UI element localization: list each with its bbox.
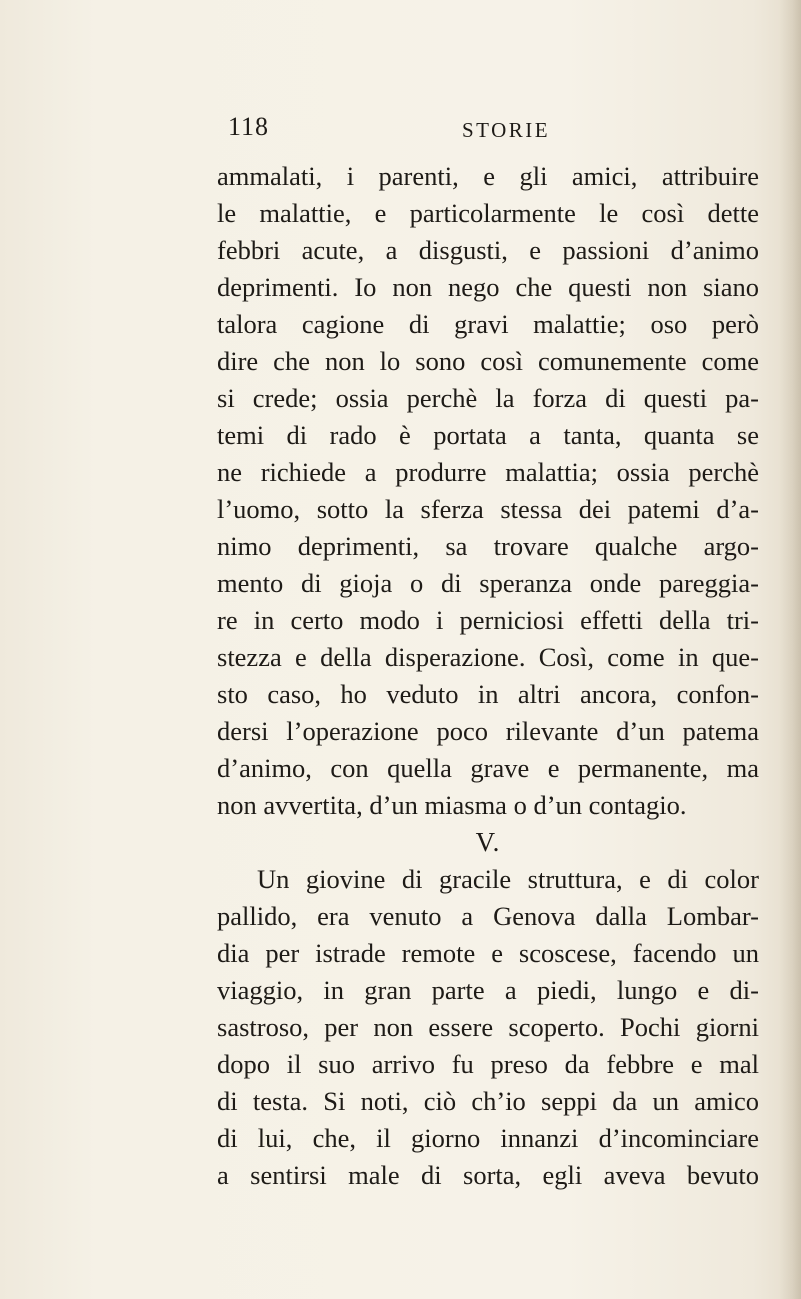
text-line: re in certo modo i perniciosi effetti della tri- — [217, 605, 759, 635]
text-line: pallido, era venuto a Genova dalla Lombar- — [217, 901, 759, 931]
text-line: ne richiede a produrre malattia; ossia perchè — [217, 457, 759, 487]
text-line: sastroso, per non essere scoperto. Pochi giorni — [217, 1012, 759, 1042]
section-heading: V. — [475, 827, 501, 857]
running-head: STORIE — [462, 118, 551, 142]
text-line: talora cagione di gravi malattie; oso però — [217, 309, 759, 339]
text-line: deprimenti. Io non nego che questi non siano — [217, 272, 759, 302]
text-line: Un giovine di gracile struttura, e di color — [257, 864, 759, 894]
text-line: di lui, che, il giorno innanzi d’incominciare — [217, 1123, 759, 1153]
text-line: febbri acute, a disgusti, e passioni d’animo — [217, 235, 759, 265]
text-line: l’uomo, sotto la sferza stessa dei patemi d’a- — [217, 494, 759, 524]
page-header — [0, 112, 801, 152]
page-edge-shadow — [779, 0, 801, 1299]
page-number: 118 — [228, 112, 270, 141]
text-line: nimo deprimenti, sa trovare qualche argo- — [217, 531, 759, 561]
text-line: temi di rado è portata a tanta, quanta se — [217, 420, 759, 450]
text-line: dersi l’operazione poco rilevante d’un patema — [217, 716, 759, 746]
text-line: d’animo, con quella grave e permanente, ma — [217, 753, 759, 783]
text-line: non avvertita, d’un miasma o d’un contagio. — [217, 790, 687, 820]
text-line: dia per istrade remote e scoscese, facendo un — [217, 938, 759, 968]
text-line: a sentirsi male di sorta, egli aveva bevuto — [217, 1160, 759, 1190]
text-line: dopo il suo arrivo fu preso da febbre e mal — [217, 1049, 759, 1079]
text-line: viaggio, in gran parte a piedi, lungo e di- — [217, 975, 759, 1005]
body-text — [217, 158, 759, 1194]
text-line: stezza e della disperazione. Così, come in que- — [217, 642, 759, 672]
text-line: le malattie, e particolarmente le così dette — [217, 198, 759, 228]
text-line: si crede; ossia perchè la forza di questi pa- — [217, 383, 759, 413]
text-line: ammalati, i parenti, e gli amici, attribuire — [217, 161, 759, 191]
text-line: sto caso, ho veduto in altri ancora, confon- — [217, 679, 759, 709]
text-line: di testa. Si noti, ciò ch’io seppi da un amico — [217, 1086, 759, 1116]
text-line: mento di gioja o di speranza onde pareggia- — [217, 568, 759, 598]
text-line: dire che non lo sono così comunemente come — [217, 346, 759, 376]
